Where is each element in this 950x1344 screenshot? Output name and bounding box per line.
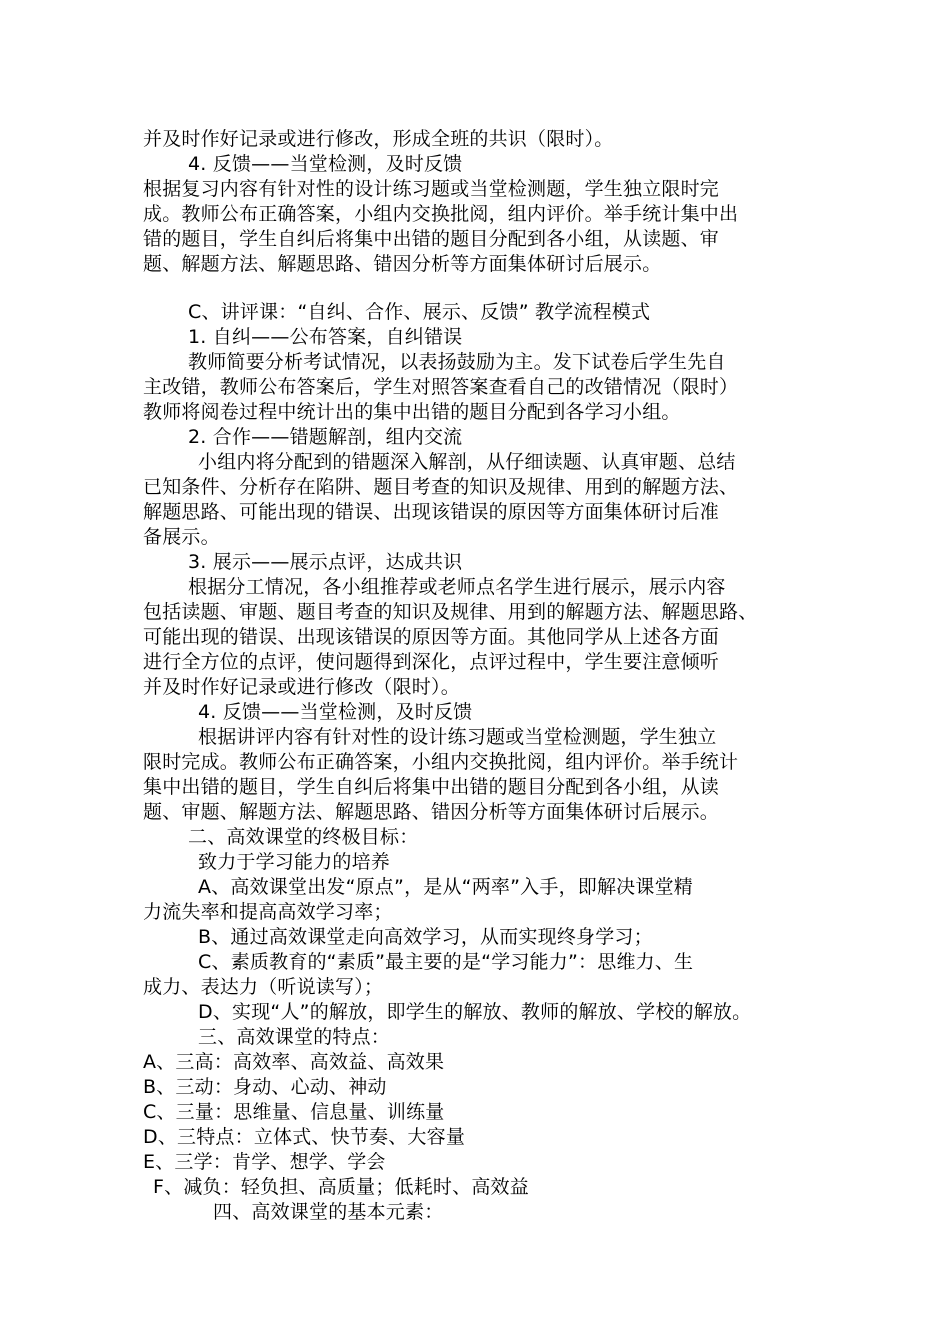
section-heading: 二、高效课堂的终极目标：	[188, 826, 419, 848]
text-line: 成力、表达力（听说读写）；	[143, 976, 384, 998]
text-line: 题、解题方法、解题思路、错因分析等方面集体研讨后展示。	[143, 253, 662, 275]
text-line: 3. 展示——展示点评，达成共识	[188, 551, 463, 573]
text-line: 并及时作好记录或进行修改，形成全班的共识（限时）。	[143, 128, 614, 150]
section-heading: 四、高效课堂的基本元素：	[213, 1201, 444, 1223]
list-item: F、减负：轻负担、高质量；低耗时、高效益	[153, 1176, 529, 1198]
text-line: 包括读题、审题、题目考查的知识及规律、用到的解题方法、解题思路、	[143, 601, 758, 623]
text-line: 力流失率和提高高效学习率；	[143, 901, 393, 923]
text-line: 已知条件、分析存在陷阱、题目考查的知识及规律、用到的解题方法、	[143, 476, 739, 498]
list-item: C、三量：思维量、信息量、训练量	[143, 1101, 445, 1123]
text-line: 1. 自纠——公布答案，自纠错误	[188, 326, 463, 348]
text-line: 可能出现的错误、出现该错误的原因等方面。其他同学从上述各方面	[143, 626, 720, 648]
text-line: 并及时作好记录或进行修改（限时）。	[143, 676, 460, 698]
text-line: C、素质教育的“素质”最主要的是“学习能力”：思维力、生	[198, 951, 694, 973]
text-line: 根据分工情况，各小组推荐或老师点名学生进行展示，展示内容	[188, 576, 726, 598]
text-line: 限时完成。教师公布正确答案，小组内交换批阅，组内评价。举手统计	[143, 751, 739, 773]
text-line: 错的题目，学生自纠后将集中出错的题目分配到各小组，从读题、审	[143, 228, 720, 250]
text-line: 主改错，教师公布答案后，学生对照答案查看自己的改错情况（限时）	[143, 376, 739, 398]
text-line: 根据讲评内容有针对性的设计练习题或当堂检测题，学生独立	[198, 726, 717, 748]
text-line: D、实现“人”的解放，即学生的解放、教师的解放、学校的解放。	[198, 1001, 752, 1023]
text-line: 成。教师公布正确答案，小组内交换批阅，组内评价。举手统计集中出	[143, 203, 739, 225]
list-item: D、三特点：立体式、快节奏、大容量	[143, 1126, 466, 1148]
text-line: 4. 反馈——当堂检测，及时反馈	[198, 701, 473, 723]
section-heading: C、讲评课：“自纠、合作、展示、反馈” 教学流程模式	[188, 301, 651, 323]
text-line: 小组内将分配到的错题深入解剖，从仔细读题、认真审题、总结	[198, 451, 736, 473]
text-line: 集中出错的题目，学生自纠后将集中出错的题目分配到各小组，从读	[143, 776, 720, 798]
text-line: A、高效课堂出发“原点”，是从“两率”入手，即解决课堂精	[198, 876, 693, 898]
list-item: E、三学：肯学、想学、学会	[143, 1151, 386, 1173]
text-line: 4. 反馈——当堂检测，及时反馈	[188, 153, 463, 175]
text-line: 进行全方位的点评，使问题得到深化，点评过程中，学生要注意倾听	[143, 651, 720, 673]
text-line: B、通过高效课堂走向高效学习，从而实现终身学习；	[198, 926, 653, 948]
list-item: B、三动：身动、心动、神动	[143, 1076, 387, 1098]
text-line: 备展示。	[143, 526, 220, 548]
section-heading: 三、高效课堂的特点：	[198, 1026, 391, 1048]
text-line: 教师将阅卷过程中统计出的集中出错的题目分配到各学习小组。	[143, 401, 681, 423]
text-line: 2. 合作——错题解剖，组内交流	[188, 426, 463, 448]
text-line: 解题思路、可能出现的错误、出现该错误的原因等方面集体研讨后准	[143, 501, 720, 523]
text-line: 致力于学习能力的培养	[198, 851, 391, 873]
text-line: 根据复习内容有针对性的设计练习题或当堂检测题，学生独立限时完	[143, 178, 720, 200]
text-line: 题、审题、解题方法、解题思路、错因分析等方面集体研讨后展示。	[143, 801, 720, 823]
text-line: 教师简要分析考试情况，以表扬鼓励为主。发下试卷后学生先自	[188, 351, 726, 373]
list-item: A、三高：高效率、高效益、高效果	[143, 1051, 445, 1073]
